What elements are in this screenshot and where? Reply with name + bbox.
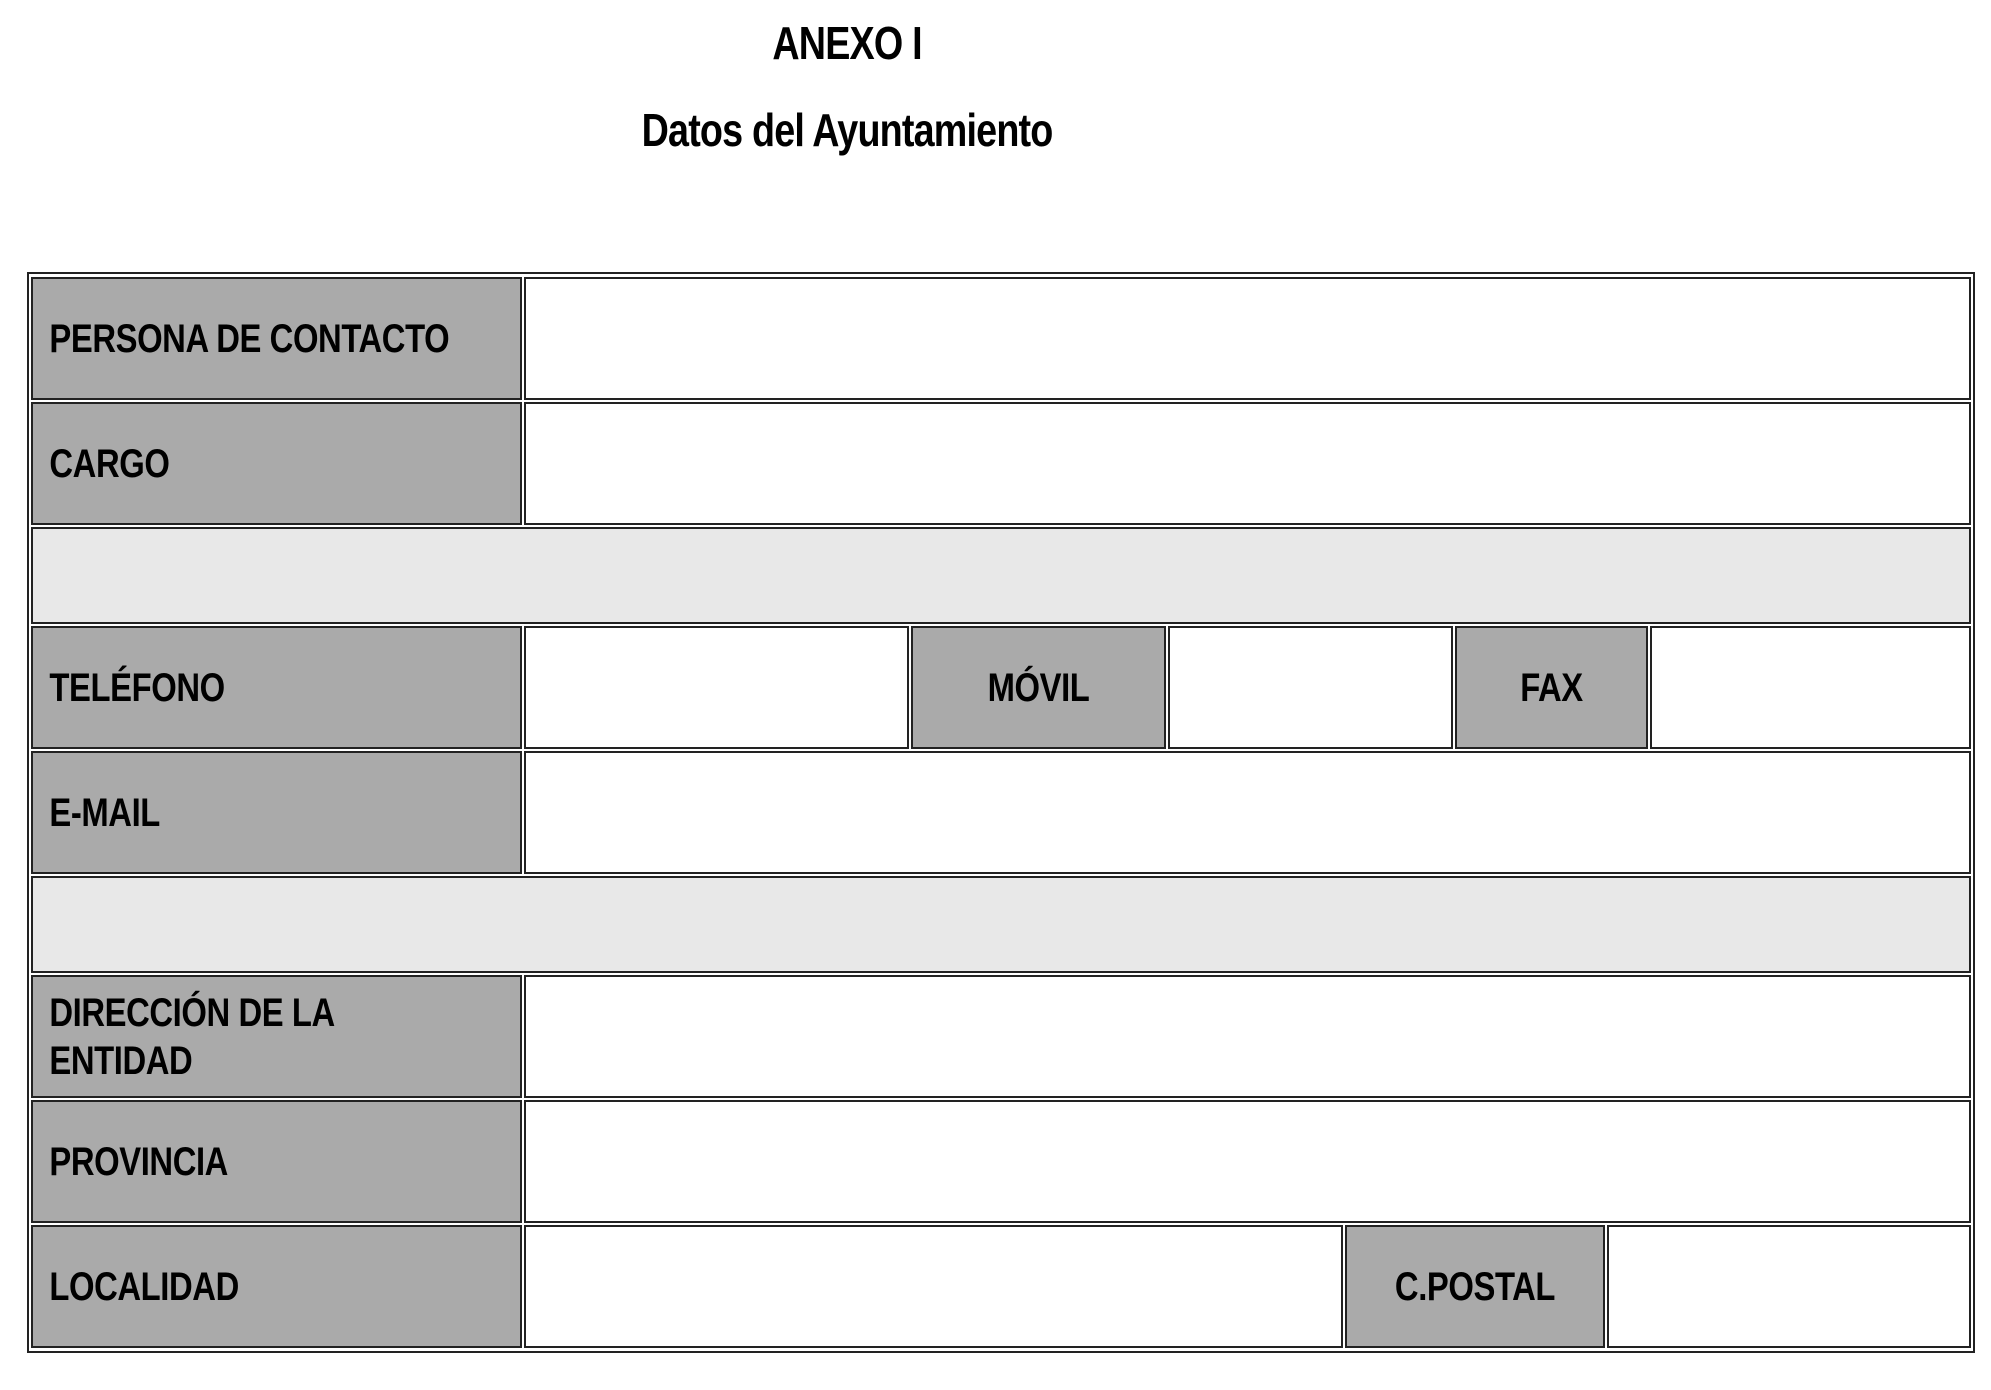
- movil-field[interactable]: [1168, 626, 1453, 749]
- page-title: ANEXO I: [772, 17, 922, 69]
- provincia-input[interactable]: [526, 1102, 1969, 1221]
- email-label-cell: [31, 751, 522, 874]
- movil-input[interactable]: [1170, 628, 1451, 747]
- provincia-label: PROVINCIA: [49, 1139, 228, 1184]
- page-subtitle: Datos del Ayuntamiento: [641, 104, 1053, 156]
- email-field[interactable]: [524, 751, 1971, 874]
- email-input[interactable]: [526, 753, 1969, 872]
- persona-contacto-label-cell: [31, 277, 522, 400]
- cargo-input[interactable]: [526, 404, 1969, 523]
- fax-input[interactable]: [1652, 628, 1969, 747]
- cpostal-label: C.POSTAL: [1394, 1264, 1556, 1309]
- movil-label-cell: [911, 626, 1166, 749]
- localidad-label-cell: [31, 1225, 522, 1348]
- direccion-input[interactable]: [526, 977, 1969, 1096]
- persona-contacto-label: PERSONA DE CONTACTO: [49, 316, 450, 361]
- cpostal-input[interactable]: [1609, 1227, 1969, 1346]
- provincia-label-cell: [31, 1100, 522, 1223]
- direccion-field[interactable]: [524, 975, 1971, 1098]
- direccion-label: DIRECCIÓN DE LA ENTIDAD: [49, 990, 334, 1083]
- movil-label: MÓVIL: [987, 665, 1090, 710]
- localidad-field[interactable]: [524, 1225, 1343, 1348]
- localidad-label: LOCALIDAD: [49, 1264, 239, 1309]
- section-separator: [31, 527, 1971, 624]
- cargo-label: CARGO: [49, 441, 170, 486]
- email-label: E-MAIL: [49, 790, 160, 835]
- cpostal-label-cell: [1345, 1225, 1605, 1348]
- persona-contacto-field[interactable]: [524, 277, 1971, 400]
- fax-field[interactable]: [1650, 626, 1971, 749]
- section-separator: [31, 876, 1971, 973]
- fax-label-cell: [1455, 626, 1648, 749]
- fax-label: FAX: [1520, 665, 1583, 710]
- persona-contacto-input[interactable]: [526, 279, 1969, 398]
- cargo-field[interactable]: [524, 402, 1971, 525]
- cpostal-field[interactable]: [1607, 1225, 1971, 1348]
- cargo-label-cell: [31, 402, 522, 525]
- telefono-label-cell: [31, 626, 522, 749]
- direccion-label-cell: [31, 975, 522, 1098]
- telefono-label: TELÉFONO: [49, 665, 225, 710]
- telefono-input[interactable]: [526, 628, 907, 747]
- telefono-field[interactable]: [524, 626, 909, 749]
- localidad-input[interactable]: [526, 1227, 1341, 1346]
- provincia-field[interactable]: [524, 1100, 1971, 1223]
